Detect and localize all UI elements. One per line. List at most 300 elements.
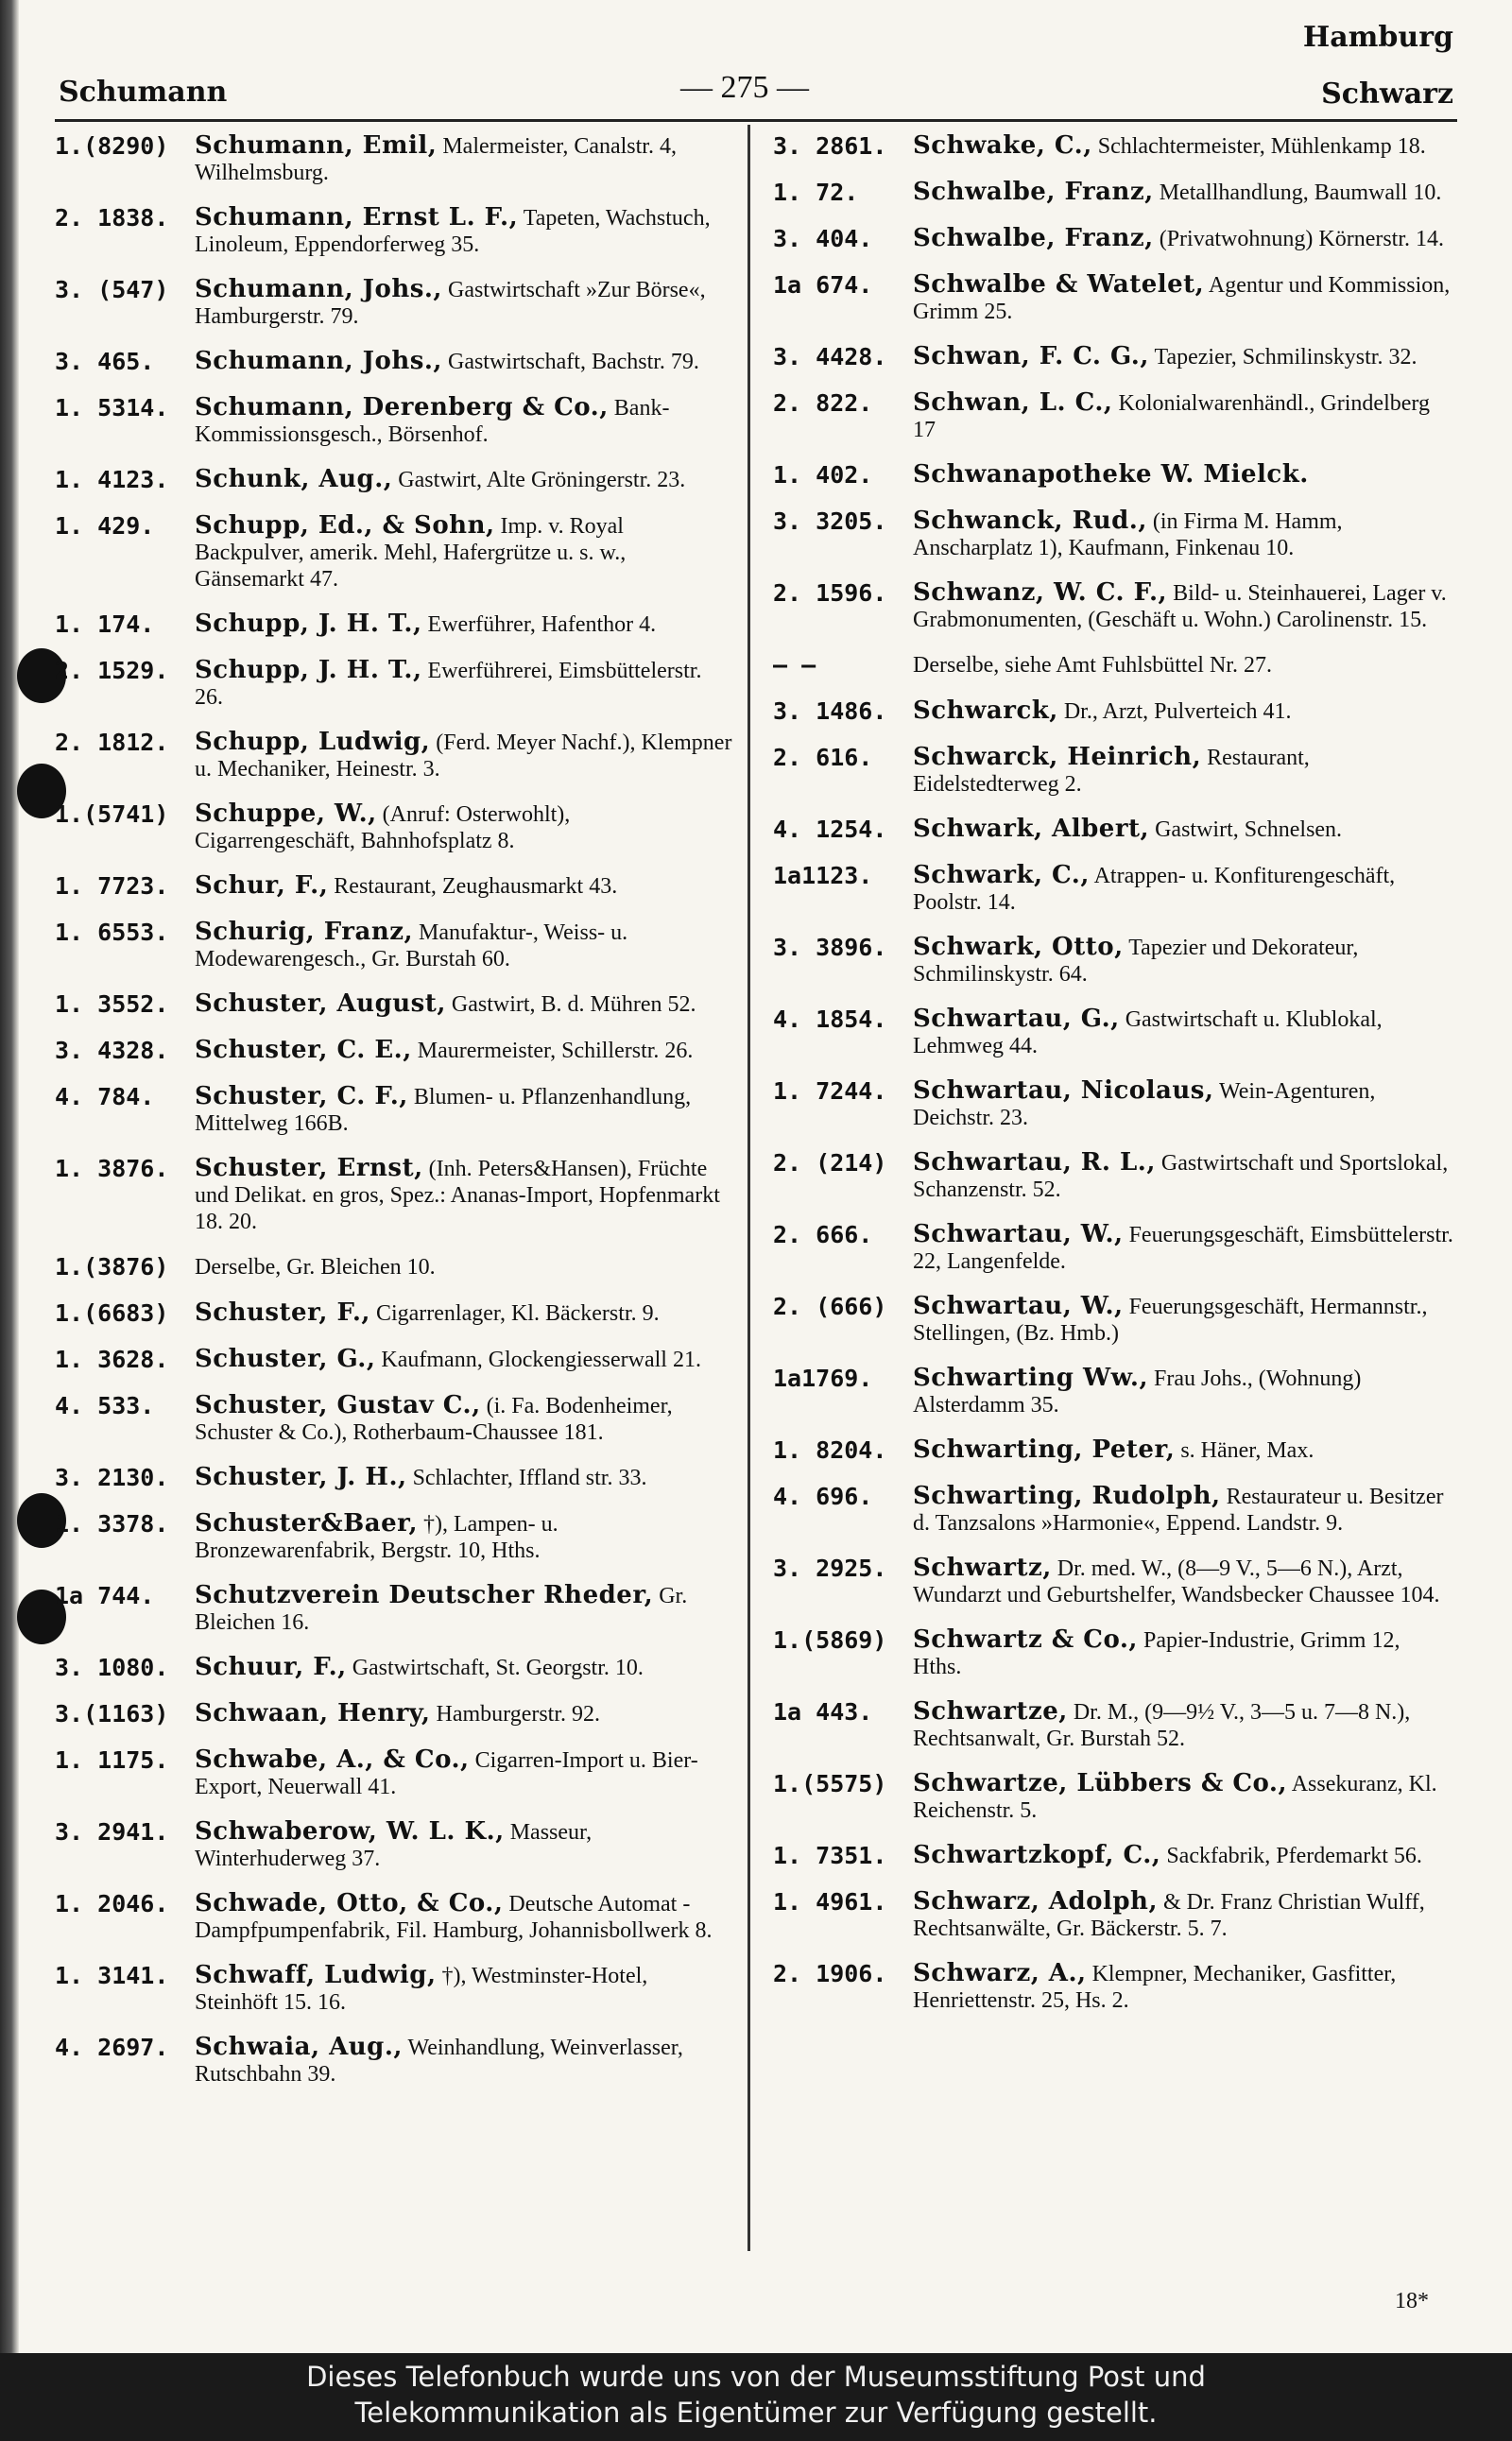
- entry-name: Schwarting Ww.,: [913, 1364, 1149, 1392]
- entry-details: Klempner, Mechaniker, Gasfitter, Henriettenstr. 25, Hs. 2.: [913, 1962, 1397, 2013]
- entry-text: [913, 1365, 1453, 1418]
- directory-entry: [773, 225, 1453, 253]
- entry-text: [195, 1392, 735, 1446]
- entry-details: Metallhandlung, Baumwall 10.: [1153, 180, 1442, 205]
- entry-name: Schwalbe & Watelet,: [913, 270, 1205, 299]
- entry-details: Ewerführer, Hafenthor 4.: [421, 612, 657, 637]
- entry-text: [913, 179, 1453, 207]
- entry-name: Schunk, Aug.,: [195, 465, 393, 493]
- phone-number: 2. 1812.: [55, 729, 169, 756]
- entry-name: Schwarck, Heinrich,: [913, 743, 1202, 771]
- phone-number: 3. 2941.: [55, 1818, 169, 1846]
- directory-entry: [55, 919, 735, 972]
- entry-text: [195, 1083, 735, 1137]
- entry-details: Blumen- u. Pflanzenhandlung, Mittelweg 166B.: [195, 1085, 692, 1136]
- entry-text: [913, 1149, 1453, 1203]
- entry-details: (Ferd. Meyer Nachf.), Klempner u. Mechaniker, Heinestr. 3.: [195, 731, 732, 782]
- entry-text: [195, 1818, 735, 1872]
- entry-name: Schuster, August,: [195, 989, 446, 1018]
- entry-name: Schuster, Ernst,: [195, 1154, 423, 1182]
- phone-number: 1. 1175.: [55, 1746, 169, 1774]
- entry-name: Schwaberow, W. L. K.,: [195, 1817, 505, 1846]
- entry-details: & Dr. Franz Christian Wulff, Rechtsanwälte, Gr. Bäckerstr. 5. 7.: [913, 1890, 1425, 1941]
- directory-entry: [55, 1299, 735, 1328]
- entry-details: s. Häner, Max.: [1175, 1438, 1314, 1463]
- entry-name: Schumann, Ernst L. F.,: [195, 203, 519, 232]
- entry-name: Schwarck,: [913, 696, 1058, 725]
- phone-number: 2. (666): [773, 1293, 887, 1320]
- entry-name: Schuster, Gustav C.,: [195, 1391, 481, 1419]
- directory-entry: [773, 1483, 1453, 1537]
- entry-details: Schlachter, Iffland str. 33.: [406, 1466, 647, 1490]
- entry-text: [195, 512, 735, 593]
- entry-text: [195, 1746, 735, 1800]
- entry-text: [913, 744, 1453, 798]
- directory-entry: [773, 1006, 1453, 1059]
- entry-details: Agentur und Kommission, Grimm 25.: [913, 273, 1451, 324]
- phone-number: 1. 7244.: [773, 1077, 887, 1105]
- directory-entry: [55, 657, 735, 711]
- entry-text: [913, 934, 1453, 988]
- entry-name: Schupp, Ed., & Sohn,: [195, 511, 495, 540]
- entry-name: Schwartau, Nicolaus,: [913, 1076, 1214, 1105]
- entry-details: Gastwirtschaft u. Klublokal, Lehmweg 44.: [913, 1007, 1383, 1058]
- directory-entry: [773, 179, 1453, 207]
- directory-entry: [773, 1770, 1453, 1824]
- entry-details: Tapezier, Schmilinskystr. 32.: [1148, 345, 1418, 370]
- directory-entry: [55, 1155, 735, 1235]
- entry-details: Derselbe, siehe Amt Fuhlsbüttel Nr. 27.: [913, 653, 1272, 678]
- entry-text: [913, 1842, 1453, 1870]
- entry-name: Schwarz, Adolph,: [913, 1887, 1159, 1916]
- directory-entry: [773, 579, 1453, 633]
- phone-number: 1. 5314.: [55, 394, 169, 421]
- entry-name: Schwan, L. C.,: [913, 388, 1113, 417]
- entry-name: Schurig, Franz,: [195, 918, 414, 946]
- directory-entry: [773, 651, 1453, 679]
- phone-number: 3. 1486.: [773, 697, 887, 725]
- entry-text: [913, 1006, 1453, 1059]
- entry-details: Dr., Arzt, Pulverteich 41.: [1057, 699, 1292, 724]
- entry-name: Schwartau, G.,: [913, 1005, 1120, 1033]
- entry-details: Kaufmann, Glockengiesserwall 21.: [375, 1348, 701, 1372]
- phone-number: 3. (547): [55, 276, 169, 303]
- entry-name: Schwartze,: [913, 1697, 1068, 1726]
- phone-number: 3. 1080.: [55, 1654, 169, 1681]
- phone-number: 1. 72.: [773, 179, 859, 206]
- entry-text: [913, 862, 1453, 916]
- directory-entry: [55, 1962, 735, 2016]
- directory-entry: [773, 1626, 1453, 1680]
- directory-entry: [773, 1555, 1453, 1608]
- entry-text: [195, 132, 735, 186]
- phone-number: 1. 6553.: [55, 919, 169, 946]
- entry-text: [913, 461, 1453, 490]
- phone-number: 2. 1596.: [773, 579, 887, 607]
- entry-details: †), Lampen- u. Bronzewarenfabrik, Bergstr. 10, Hths.: [195, 1512, 558, 1563]
- entry-text: [195, 1962, 735, 2016]
- entry-details: (Inh. Peters&Hansen), Früchte und Delikat. en gros, Spez.: Ananas-Import, Hopfenmarkt 18. 20.: [195, 1157, 720, 1234]
- entry-text: [913, 1626, 1453, 1680]
- entry-details: Feuerungsgeschäft, Hermannstr., Stellingen, (Bz. Hmb.): [913, 1295, 1428, 1346]
- directory-entry: [55, 1890, 735, 1944]
- directory-entry: [773, 343, 1453, 371]
- entry-name: Schuster, F.,: [195, 1298, 370, 1327]
- phone-number: 2. 666.: [773, 1221, 873, 1248]
- entry-text: [913, 1555, 1453, 1608]
- header-right-keyword: Schwarz: [1321, 77, 1453, 111]
- entry-text: [195, 657, 735, 711]
- entry-name: Schwark, Otto,: [913, 933, 1124, 961]
- entry-details: Sackfabrik, Pferdemarkt 56.: [1160, 1844, 1422, 1868]
- directory-entry: [773, 1365, 1453, 1418]
- directory-entry: [773, 1077, 1453, 1131]
- directory-entry: [773, 1888, 1453, 1942]
- left-column: [55, 132, 735, 2106]
- entry-text: [913, 389, 1453, 443]
- entry-text: [913, 132, 1453, 161]
- entry-details: Tapezier und Dekorateur, Schmilinskystr. 64.: [913, 936, 1359, 987]
- entry-text: [913, 1436, 1453, 1465]
- entry-details: Masseur, Winterhuderweg 37.: [195, 1820, 593, 1871]
- directory-entry: [55, 348, 735, 376]
- entry-details: Tapeten, Wachstuch, Linoleum, Eppendorferweg 35.: [195, 206, 711, 257]
- directory-entry: [773, 389, 1453, 443]
- phone-number: 2. 1529.: [55, 657, 169, 684]
- entry-details: (i. Fa. Bodenheimer, Schuster & Co.), Rotherbaum-Chaussee 181.: [195, 1394, 673, 1445]
- phone-number: 1. 3141.: [55, 1962, 169, 1989]
- entry-details: Bild- u. Steinhauerei, Lager v. Grabmonumenten, (Geschäft u. Wohn.) Carolinenstr. 15.: [913, 581, 1447, 632]
- phone-number: 1. 402.: [773, 461, 873, 489]
- entry-name: Schupp, J. H. T.,: [195, 656, 422, 684]
- entry-name: Schuster, C. F.,: [195, 1082, 408, 1110]
- directory-entry: [55, 1582, 735, 1636]
- entry-details: Bank-Kommissionsgesch., Börsenhof.: [195, 396, 670, 447]
- directory-entry: [55, 1083, 735, 1137]
- phone-number: 1. 2046.: [55, 1890, 169, 1917]
- entry-details: Deutsche Automat - Dampfpumpenfabrik, Fil. Hamburg, Johannisbollwerk 8.: [195, 1892, 713, 1943]
- entry-details: Restaurant, Eidelstedterweg 2.: [913, 746, 1310, 797]
- entry-name: Schwan, F. C. G.,: [913, 342, 1149, 370]
- entry-name: Schumann, Johs.,: [195, 275, 442, 303]
- phone-number: 3. 404.: [773, 225, 873, 252]
- entry-name: Schwanck, Rud.,: [913, 507, 1147, 535]
- signature-mark: 18*: [1395, 2289, 1429, 2313]
- directory-entry: [55, 872, 735, 901]
- entry-details: Papier-Industrie, Grimm 12, Hths.: [913, 1628, 1400, 1679]
- phone-number: 2. (214): [773, 1149, 887, 1177]
- header-left-keyword: Schumann: [59, 76, 228, 109]
- entry-text: [913, 1698, 1453, 1752]
- phone-number: — —: [773, 651, 816, 679]
- phone-number: 3. 3205.: [773, 507, 887, 535]
- directory-entry: [55, 1037, 735, 1065]
- entry-name: Schwade, Otto, & Co.,: [195, 1889, 504, 1917]
- entry-text: [195, 800, 735, 854]
- directory-entry: [773, 271, 1453, 325]
- entry-text: [195, 1037, 735, 1065]
- phone-number: 1. 429.: [55, 512, 155, 540]
- entry-name: Schumann, Derenberg & Co.,: [195, 393, 609, 421]
- entry-text: [195, 1510, 735, 1564]
- entry-details: Atrappen- u. Konfiturengeschäft, Poolstr. 14.: [913, 864, 1396, 915]
- directory-entry: [773, 744, 1453, 798]
- entry-name: Schwarz, A.,: [913, 1959, 1087, 1987]
- entry-name: Schuppe, W.,: [195, 799, 377, 828]
- entry-name: Schwartau, W.,: [913, 1220, 1124, 1248]
- phone-number: 1. 7723.: [55, 872, 169, 900]
- directory-entry: [55, 1700, 735, 1728]
- entry-details: Imp. v. Royal Backpulver, amerik. Mehl, Hafergrütze u. s. w., Gänsemarkt 47.: [195, 514, 627, 592]
- directory-entry: [55, 1253, 735, 1281]
- entry-name: Schwake, C.,: [913, 131, 1092, 160]
- entry-text: [195, 2034, 735, 2088]
- directory-entry: [773, 132, 1453, 161]
- entry-details: Gastwirtschaft »Zur Börse«, Hamburgerstr. 79.: [195, 278, 706, 329]
- entry-name: Schupp, J. H. T.,: [195, 610, 422, 638]
- header-city: Hamburg: [1302, 21, 1453, 54]
- directory-entry: [773, 461, 1453, 490]
- phone-number: 1. 3378.: [55, 1510, 169, 1538]
- entry-text: [913, 1888, 1453, 1942]
- entry-details: Derselbe, Gr. Bleichen 10.: [195, 1255, 436, 1280]
- phone-number: 3. 4428.: [773, 343, 887, 370]
- phone-number: 3.(1163): [55, 1700, 169, 1728]
- phone-number: 1. 174.: [55, 610, 155, 638]
- entry-name: Schwartz,: [913, 1554, 1052, 1582]
- phone-number: 1a 674.: [773, 271, 873, 299]
- entry-text: [913, 816, 1453, 844]
- entry-text: [195, 1890, 735, 1944]
- directory-entry: [55, 1510, 735, 1564]
- phone-number: 3. 465.: [55, 348, 155, 375]
- entry-text: [195, 394, 735, 448]
- entry-text: [195, 610, 735, 639]
- directory-entry: [55, 394, 735, 448]
- entry-details: Cigarrenlager, Kl. Bäckerstr. 9.: [369, 1301, 660, 1326]
- entry-details: Assekuranz, Kl. Reichenstr. 5.: [913, 1772, 1437, 1823]
- entry-text: [195, 1346, 735, 1374]
- entry-name: Schwartau, R. L.,: [913, 1148, 1156, 1177]
- directory-entry: [55, 132, 735, 186]
- directory-entry: [773, 697, 1453, 726]
- directory-entry: [773, 1149, 1453, 1203]
- entry-text: [195, 204, 735, 258]
- directory-entry: [55, 204, 735, 258]
- column-divider: [747, 125, 750, 2251]
- entry-text: [913, 1960, 1453, 2014]
- entry-details: Gastwirtschaft und Sportslokal, Schanzenstr. 52.: [913, 1151, 1449, 1202]
- entry-text: [913, 1221, 1453, 1275]
- directory-entry: [773, 1436, 1453, 1465]
- entry-name: Schwabe, A., & Co.,: [195, 1745, 470, 1774]
- phone-number: 2. 616.: [773, 744, 873, 771]
- phone-number: 1a1123.: [773, 862, 873, 889]
- phone-number: 4. 1254.: [773, 816, 887, 843]
- binding-edge: [0, 0, 19, 2353]
- entry-details: (in Firma M. Hamm, Anscharplatz 1), Kaufmann, Finkenau 10.: [913, 509, 1343, 560]
- entry-name: Schwartze, Lübbers & Co.,: [913, 1769, 1288, 1797]
- entry-text: [195, 1582, 735, 1636]
- phone-number: 4. 784.: [55, 1083, 155, 1110]
- phone-number: 1a1769.: [773, 1365, 873, 1392]
- footer-notice: [0, 2353, 1512, 2441]
- directory-entry: [55, 1818, 735, 1872]
- entry-text: [195, 990, 735, 1019]
- entry-text: [913, 1077, 1453, 1131]
- entry-name: Schuster, J. H.,: [195, 1463, 407, 1491]
- entry-details: Manufaktur-, Weiss- u. Modewarengesch., Gr. Burstah 60.: [195, 920, 628, 971]
- entry-name: Schur, F.,: [195, 871, 329, 900]
- phone-number: 1. 4123.: [55, 466, 169, 493]
- entry-name: Schumann, Emil,: [195, 131, 438, 160]
- directory-entry: [55, 1346, 735, 1374]
- phone-number: 3. 2861.: [773, 132, 887, 160]
- phone-number: 1. 3876.: [55, 1155, 169, 1182]
- entry-name: Schumann, Johs.,: [195, 347, 442, 375]
- entry-details: Restaurateur u. Besitzer d. Tanzsalons »Harmonie«, Eppend. Landstr. 9.: [913, 1485, 1444, 1536]
- phone-number: 2. 1838.: [55, 204, 169, 232]
- phone-number: 4. 1854.: [773, 1006, 887, 1033]
- directory-entry: [773, 1221, 1453, 1275]
- entry-text: [195, 348, 735, 376]
- entry-name: Schupp, Ludwig,: [195, 728, 431, 756]
- directory-entry: [55, 2034, 735, 2088]
- entry-details: †), Westminster-Hotel, Steinhöft 15. 16.: [195, 1964, 648, 2015]
- entry-text: [195, 276, 735, 330]
- entry-details: Schlachtermeister, Mühlenkamp 18.: [1091, 134, 1426, 159]
- entry-text: [913, 343, 1453, 371]
- entry-text: [195, 1654, 735, 1682]
- entry-name: Schwaia, Aug.,: [195, 2033, 403, 2061]
- entry-name: Schuster&Baer,: [195, 1509, 418, 1538]
- phone-number: 1. 7351.: [773, 1842, 887, 1869]
- entry-details: Gastwirt, Schnelsen.: [1149, 817, 1343, 842]
- phone-number: 1.(5575): [773, 1770, 887, 1797]
- entry-name: Schwalbe, Franz,: [913, 178, 1154, 206]
- directory-entry: [55, 512, 735, 593]
- entry-details: Malermeister, Canalstr. 4, Wilhelmsburg.: [195, 134, 677, 185]
- directory-entry: [55, 729, 735, 782]
- entry-details: Gastwirt, Alte Gröningerstr. 23.: [392, 468, 686, 492]
- entry-name: Schwartzkopf, C.,: [913, 1841, 1161, 1869]
- entry-details: Restaurant, Zeughausmarkt 43.: [328, 874, 618, 899]
- entry-details: Dr. med. W., (8—9 V., 5—6 N.), Arzt, Wundarzt und Geburtshelfer, Wandsbecker Chaussee 104.: [913, 1556, 1440, 1607]
- entry-text: [913, 271, 1453, 325]
- directory-entry: [773, 1698, 1453, 1752]
- directory-entry: [55, 1746, 735, 1800]
- entry-text: [913, 1483, 1453, 1537]
- phone-number: 1.(3876): [55, 1253, 169, 1281]
- phone-number: 1.(8290): [55, 132, 169, 160]
- directory-entry: [773, 862, 1453, 916]
- phone-number: 2. 1906.: [773, 1960, 887, 1987]
- entry-text: [195, 1299, 735, 1328]
- entry-text: [195, 919, 735, 972]
- phone-number: 1. 4961.: [773, 1888, 887, 1916]
- entry-details: Wein-Agenturen, Deichstr. 23.: [913, 1079, 1376, 1130]
- entry-details: (Privatwohnung) Körnerstr. 14.: [1153, 227, 1445, 251]
- directory-entry: [55, 800, 735, 854]
- phone-number: 4. 696.: [773, 1483, 873, 1510]
- entry-text: [195, 1155, 735, 1235]
- entry-name: Schwanz, W. C. F.,: [913, 578, 1168, 607]
- entry-name: Schwaff, Ludwig,: [195, 1961, 437, 1989]
- entry-text: [195, 872, 735, 901]
- entry-details: (Anruf: Osterwohlt), Cigarrengeschäft, Bahnhofsplatz 8.: [195, 802, 571, 853]
- phone-number: 3. 3896.: [773, 934, 887, 961]
- directory-entry: [773, 816, 1453, 844]
- entry-text: [913, 1770, 1453, 1824]
- phone-number: 1. 3628.: [55, 1346, 169, 1373]
- directory-entry: [773, 1293, 1453, 1347]
- entry-details: Gastwirtschaft, St. Georgstr. 10.: [346, 1656, 644, 1680]
- phone-number: 4. 533.: [55, 1392, 155, 1419]
- phone-number: 3. 2925.: [773, 1555, 887, 1582]
- phone-number: 3. 2130.: [55, 1464, 169, 1491]
- entry-name: Schuur, F.,: [195, 1653, 347, 1681]
- phone-number: 4. 2697.: [55, 2034, 169, 2061]
- entry-text: [195, 1700, 735, 1728]
- entry-text: [195, 1464, 735, 1492]
- entry-details: Weinhandlung, Weinverlasser, Rutschbahn 39.: [195, 2036, 683, 2087]
- directory-entry: [55, 276, 735, 330]
- entry-details: Frau Johs., (Wohnung) Alsterdamm 35.: [913, 1367, 1362, 1418]
- directory-entry: [55, 610, 735, 639]
- entry-text: [913, 507, 1453, 561]
- directory-entry: [55, 466, 735, 494]
- directory-entry: [773, 1960, 1453, 2014]
- entry-details: Feuerungsgeschäft, Eimsbüttelerstr. 22, Langenfelde.: [913, 1223, 1453, 1274]
- footer-line-2: Telekommunikation als Eigentümer zur Verfügung gestellt.: [354, 2397, 1158, 2429]
- phone-number: 1.(5869): [773, 1626, 887, 1654]
- directory-entry: [773, 1842, 1453, 1870]
- entry-details: Gastwirtschaft, Bachstr. 79.: [441, 350, 699, 374]
- header-rule: [55, 119, 1457, 122]
- entry-text: [913, 579, 1453, 633]
- entry-name: Schwartau, W.,: [913, 1292, 1124, 1320]
- entry-text: [195, 729, 735, 782]
- entry-text: [195, 1253, 735, 1281]
- entry-name: Schwalbe, Franz,: [913, 224, 1154, 252]
- directory-entry: [773, 934, 1453, 988]
- entry-name: Schwanapotheke W. Mielck.: [913, 460, 1309, 489]
- entry-details: Gr. Bleichen 16.: [195, 1584, 688, 1635]
- phone-number: 1a 443.: [773, 1698, 873, 1726]
- phone-number: 1. 8204.: [773, 1436, 887, 1464]
- phone-number: 2. 822.: [773, 389, 873, 417]
- right-column: [773, 132, 1453, 2032]
- directory-entry: [55, 1464, 735, 1492]
- phone-number: 1.(6683): [55, 1299, 169, 1327]
- entry-details: Maurermeister, Schillerstr. 26.: [411, 1039, 694, 1063]
- entry-details: Hamburgerstr. 92.: [430, 1702, 601, 1727]
- entry-text: [913, 1293, 1453, 1347]
- phone-number: 1. 3552.: [55, 990, 169, 1018]
- entry-name: Schwarting, Peter,: [913, 1435, 1176, 1464]
- directory-entry: [55, 990, 735, 1019]
- entry-name: Schutzverein Deutscher Rheder,: [195, 1581, 654, 1609]
- entry-name: Schwaan, Henry,: [195, 1699, 431, 1728]
- entry-details: Cigarren-Import u. Bier-Export, Neuerwall 41.: [195, 1748, 698, 1799]
- directory-entry: [55, 1392, 735, 1446]
- directory-entry: [55, 1654, 735, 1682]
- entry-details: Gastwirt, B. d. Mühren 52.: [445, 992, 696, 1017]
- entry-name: Schwark, C.,: [913, 861, 1090, 889]
- entry-name: Schuster, G.,: [195, 1345, 376, 1373]
- entry-details: Ewerführerei, Eimsbüttelerstr. 26.: [195, 659, 702, 710]
- entry-details: Dr. M., (9—9½ V., 3—5 u. 7—8 N.), Rechtsanwalt, Gr. Burstah 52.: [913, 1700, 1411, 1751]
